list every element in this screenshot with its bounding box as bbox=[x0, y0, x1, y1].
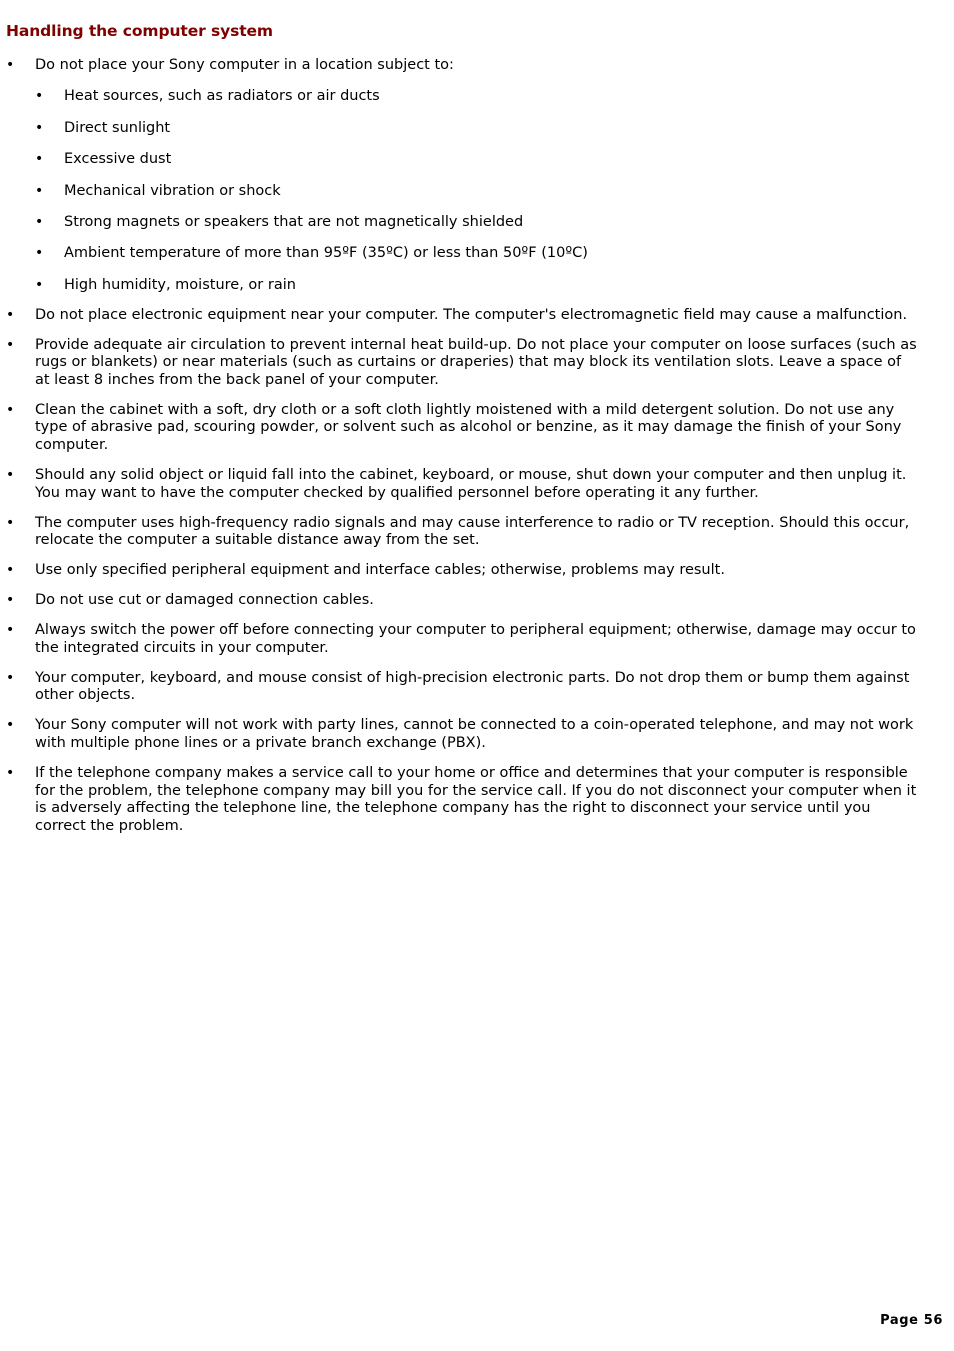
sub-list-item-text: Heat sources, such as radiators or air ducts bbox=[64, 88, 380, 105]
list-item bbox=[0, 57, 920, 294]
list-item-text: Do not use cut or damaged connection cables. bbox=[35, 592, 374, 609]
list-item-text: Use only specified peripheral equipment and interface cables; otherwise, problems may result. bbox=[35, 562, 725, 579]
sub-list-item bbox=[35, 151, 920, 169]
list-item bbox=[0, 765, 920, 835]
bullet-icon: • bbox=[6, 57, 15, 73]
sub-list-item-text: Ambient temperature of more than 95ºF (35ºC) or less than 50ºF (10ºC) bbox=[64, 245, 588, 262]
bullet-icon: • bbox=[6, 622, 15, 639]
list-item-text: If the telephone company makes a service call to your home or office and determines that your computer is responsible for the problem, the telephone company may bill you for the service call. If you do not disconnect your computer when it is adversely affecting the telephone line, the telephone company has the right to disconnect your service until you correct the problem. bbox=[35, 764, 917, 834]
list-item bbox=[0, 717, 920, 752]
bullet-icon: • bbox=[35, 119, 44, 136]
list-item bbox=[0, 670, 920, 705]
bullet-icon: • bbox=[6, 592, 15, 609]
sub-list-item bbox=[35, 88, 920, 106]
bullet-icon: • bbox=[35, 88, 44, 105]
bullet-icon: • bbox=[6, 764, 15, 781]
list-item-text: Provide adequate air circulation to prevent internal heat build-up. Do not place your computer on loose surfaces (such as rugs or blankets) or near materials (such as curtains or draperies) that may block its ventilation slots. Leave a space of at least 8 inches from the back panel of your computer. bbox=[35, 336, 917, 388]
list-item bbox=[0, 402, 920, 455]
list-item-text: Always switch the power off before connecting your computer to peripheral equipment; otherwise, damage may occur to the integrated circuits in your computer. bbox=[35, 622, 916, 656]
sub-list-item-text: High humidity, moisture, or rain bbox=[64, 276, 296, 293]
sub-list-item-text: Direct sunlight bbox=[64, 119, 171, 136]
page-number: Page 56 bbox=[880, 1313, 943, 1328]
bullet-icon: • bbox=[35, 182, 44, 199]
list-item-text: Your computer, keyboard, and mouse consist of high-precision electronic parts. Do not drop them or bump them against other objects. bbox=[35, 669, 910, 704]
sub-list-item bbox=[35, 183, 920, 201]
sub-list-item bbox=[35, 120, 920, 138]
bullet-icon: • bbox=[35, 151, 44, 168]
list-item bbox=[0, 562, 920, 580]
bullet-icon: • bbox=[35, 276, 44, 293]
list-item-text: The computer uses high-frequency radio signals and may cause interference to radio or TV reception. Should this occur, relocate the computer a suitable distance away from the set. bbox=[35, 514, 910, 549]
list-item bbox=[0, 592, 920, 610]
list-item bbox=[0, 337, 920, 390]
list-item-text: Clean the cabinet with a soft, dry cloth or a soft cloth lightly moistened with a mild detergent solution. Do not use any type of abrasive pad, scouring powder, or solvent such as alcohol or benzine, as it may damage the finish of your Sony computer. bbox=[35, 401, 902, 454]
bullet-icon: • bbox=[6, 306, 15, 323]
list-item-text: Your Sony computer will not work with party lines, cannot be connected to a coin-operated telephone, and may not work with multiple phone lines or a private branch exchange (PBX). bbox=[35, 717, 914, 751]
list-item-text: Do not place your Sony computer in a location subject to: bbox=[35, 57, 454, 73]
bullet-icon: • bbox=[35, 213, 44, 230]
bullet-icon: • bbox=[6, 336, 15, 353]
sub-list bbox=[35, 88, 920, 294]
sub-list-item bbox=[35, 245, 920, 263]
bullet-icon: • bbox=[35, 245, 44, 262]
list-item-text: Should any solid object or liquid fall into the cabinet, keyboard, or mouse, shut down your computer and then unplug it. You may want to have the computer checked by qualified personnel before operating it any further. bbox=[35, 467, 907, 501]
sub-list-item-text: Mechanical vibration or shock bbox=[64, 182, 281, 199]
handling-guidelines-list bbox=[0, 57, 920, 848]
bullet-icon: • bbox=[6, 669, 15, 686]
sub-list-item bbox=[35, 277, 920, 295]
bullet-icon: • bbox=[6, 562, 15, 579]
page-title: Handling the computer system bbox=[6, 22, 273, 40]
list-item bbox=[0, 467, 920, 502]
bullet-icon: • bbox=[6, 514, 15, 531]
list-item bbox=[0, 622, 920, 657]
sub-list-item-text: Excessive dust bbox=[64, 151, 172, 168]
bullet-icon: • bbox=[6, 717, 15, 734]
list-item bbox=[0, 307, 920, 325]
sub-list-item-text: Strong magnets or speakers that are not magnetically shielded bbox=[64, 213, 524, 230]
list-item bbox=[0, 515, 920, 550]
sub-list-item bbox=[35, 214, 920, 232]
list-item-text: Do not place electronic equipment near your computer. The computer's electromagnetic field may cause a malfunction. bbox=[35, 306, 908, 323]
bullet-icon: • bbox=[6, 467, 15, 484]
bullet-icon: • bbox=[6, 401, 15, 418]
